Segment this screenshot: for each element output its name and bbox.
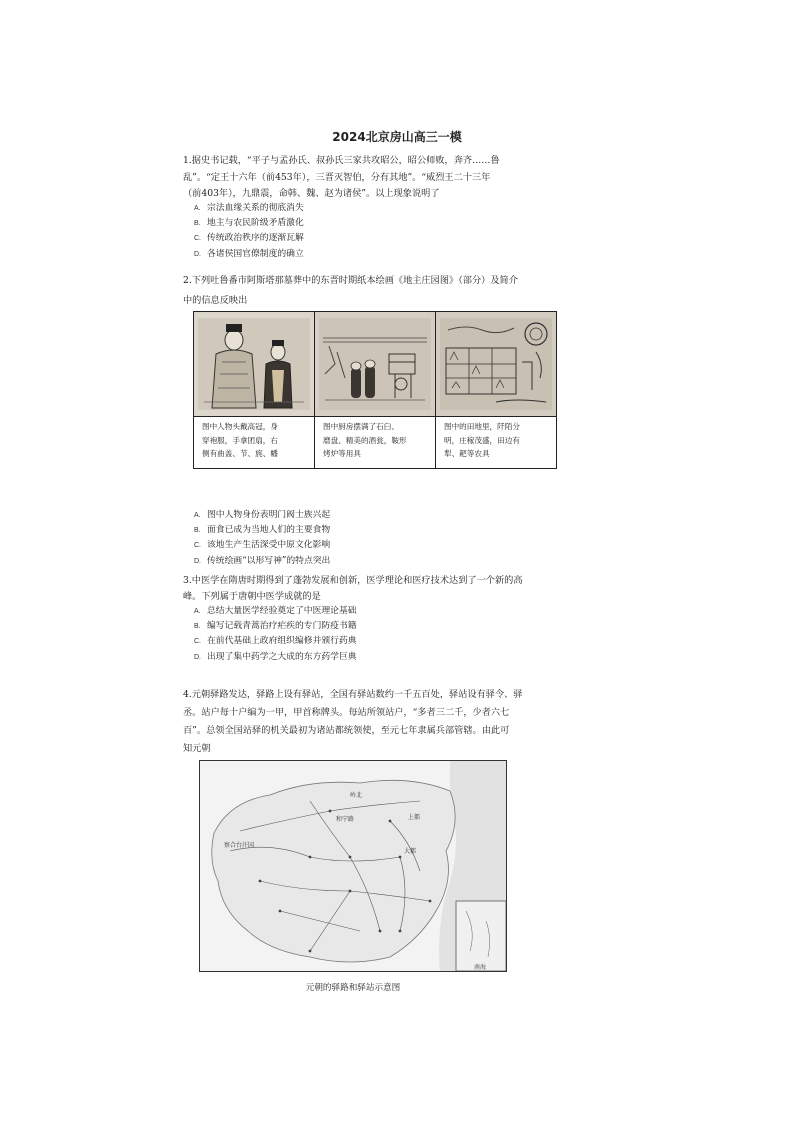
- map-caption: 元朝的驿路和驿站示意图: [305, 983, 401, 993]
- stem-line: （前403年），九鼎震，命韩、魏、赵为诸侯”。以上现象说明了: [183, 188, 440, 199]
- option-text: 各诸侯国官僚制度的确立: [207, 248, 304, 259]
- option-letter: D.: [194, 557, 201, 565]
- caption-line: 犁、耙等农具: [444, 449, 490, 458]
- option-d[interactable]: [183, 247, 563, 262]
- option-a[interactable]: [183, 604, 563, 619]
- caption-line: 烤炉等用具: [323, 449, 361, 458]
- caption-line: 侧有曲盖、节、旄、幡: [202, 449, 278, 458]
- option-letter: B.: [194, 623, 201, 631]
- option-text: 总结大量医学经验奠定了中医理论基础: [207, 606, 357, 616]
- stem-line: 乱”。“定王十六年（前453年），三晋灭智伯，分有其地”。“威烈王二十三年: [183, 172, 491, 183]
- option-d[interactable]: [183, 554, 563, 569]
- caption-line: 明，庄稼茂盛，田边有: [444, 435, 520, 445]
- map-label-city: 上都: [408, 814, 421, 821]
- option-c[interactable]: [183, 231, 563, 246]
- caption-line: 图中人物头戴高冠，身: [202, 422, 278, 431]
- option-text: 编写记载青蒿治疗疟疾的专门防疫书籍: [207, 621, 357, 632]
- stem-line: 知元朝: [183, 743, 211, 754]
- yuan-relay-route-map: [199, 760, 507, 972]
- stem-line: 2.下列吐鲁番市阿斯塔那墓葬中的东晋时期纸本绘画《地主庄园图》（部分）及简介: [183, 275, 518, 286]
- option-letter: B.: [194, 220, 201, 228]
- option-text: 该地生产生活深受中原文化影响: [207, 540, 331, 551]
- figure-caption: [436, 417, 556, 468]
- stem-line: 丞。站户每十户编为一甲，甲首称牌头。每站所领站户，“多者三二千，少者六七: [183, 707, 510, 718]
- page-title: 2024北京房山高三一模: [332, 130, 462, 144]
- map-label-region: 察合台汗国: [224, 842, 255, 849]
- stem-line: 中的信息反映出: [183, 295, 248, 306]
- option-letter: D.: [194, 653, 201, 661]
- question-4: [183, 686, 563, 758]
- question-2: [183, 272, 563, 309]
- question-1-options: [183, 201, 563, 262]
- question-1: [183, 152, 563, 262]
- option-c[interactable]: [183, 634, 563, 649]
- figure-caption: [315, 417, 435, 468]
- option-letter: A.: [194, 512, 201, 519]
- figure-column-2: [315, 312, 436, 468]
- option-letter: B.: [194, 527, 201, 535]
- question-2-options: [183, 508, 563, 569]
- option-letter: D.: [194, 250, 201, 258]
- caption-line: 穿袍服，手拿团扇，右: [202, 435, 278, 445]
- option-text: 传统绘画“以形写神”的特点突出: [207, 555, 331, 566]
- caption-line: 图中的田地里，阡陌分: [444, 422, 520, 431]
- caption-line: 图中厨房摆满了石臼、: [323, 422, 399, 431]
- stem-line: 4.元朝驿路发达，驿路上设有驿站，全国有驿站数约一千五百处，驿站设有驿令、驿: [183, 689, 523, 700]
- option-b[interactable]: [183, 523, 563, 538]
- stem-line: 1.据史书记载，“平子与孟孙氏、叔孙氏三家共攻昭公，昭公师败，奔齐……鲁: [183, 155, 500, 166]
- option-letter: C.: [194, 638, 201, 646]
- option-d[interactable]: [183, 650, 563, 665]
- stem-line: 3.中医学在隋唐时期得到了蓬勃发展和创新，医学理论和医疗技术达到了一个新的高: [183, 575, 523, 586]
- painting-fields-image: [436, 312, 556, 417]
- option-b[interactable]: [183, 216, 563, 231]
- option-a[interactable]: [183, 508, 563, 523]
- map-label-capital: 大都: [404, 848, 417, 855]
- map-label-city: 和宁路: [336, 816, 355, 823]
- question-3: [183, 572, 563, 665]
- option-letter: A.: [194, 608, 201, 615]
- figure-column-3: [436, 312, 556, 468]
- stem-line: 峰。下列属于唐朝中医学成就的是: [183, 591, 321, 602]
- map-label-sea: 南海: [474, 964, 487, 971]
- option-letter: A.: [194, 205, 201, 212]
- option-b[interactable]: [183, 619, 563, 634]
- figure-caption: [194, 417, 314, 468]
- painting-figures-image: [194, 312, 314, 417]
- stem-line: 百”。总领全国站驿的机关最初为诸站都统领使，至元七年隶属兵部管辖。由此可: [183, 725, 510, 736]
- map-label-region: 岭北: [350, 792, 363, 799]
- painting-kitchen-image: [315, 312, 435, 417]
- option-a[interactable]: [183, 201, 563, 216]
- option-text: 图中人物身份表明门阀士族兴起: [207, 510, 331, 520]
- option-text: 面食已成为当地人们的主要食物: [207, 525, 331, 536]
- option-text: 传统政治秩序的逐渐瓦解: [207, 233, 304, 244]
- question-1-stem: [183, 152, 563, 201]
- caption-line: 磨盘、精美的酒瓮，鞍形: [323, 435, 407, 445]
- option-text: 在前代基础上政府组织编修并颁行药典: [207, 636, 357, 647]
- option-text: 宗法血缘关系的彻底消失: [207, 203, 304, 213]
- option-text: 出现了集中药学之大成的东方药学巨典: [207, 651, 357, 662]
- option-letter: C.: [194, 235, 201, 243]
- figure-column-1: [194, 312, 315, 468]
- option-text: 地主与农民阶级矛盾激化: [207, 218, 304, 229]
- option-c[interactable]: [183, 538, 563, 553]
- painting-figure-table: [193, 311, 557, 469]
- option-letter: C.: [194, 542, 201, 550]
